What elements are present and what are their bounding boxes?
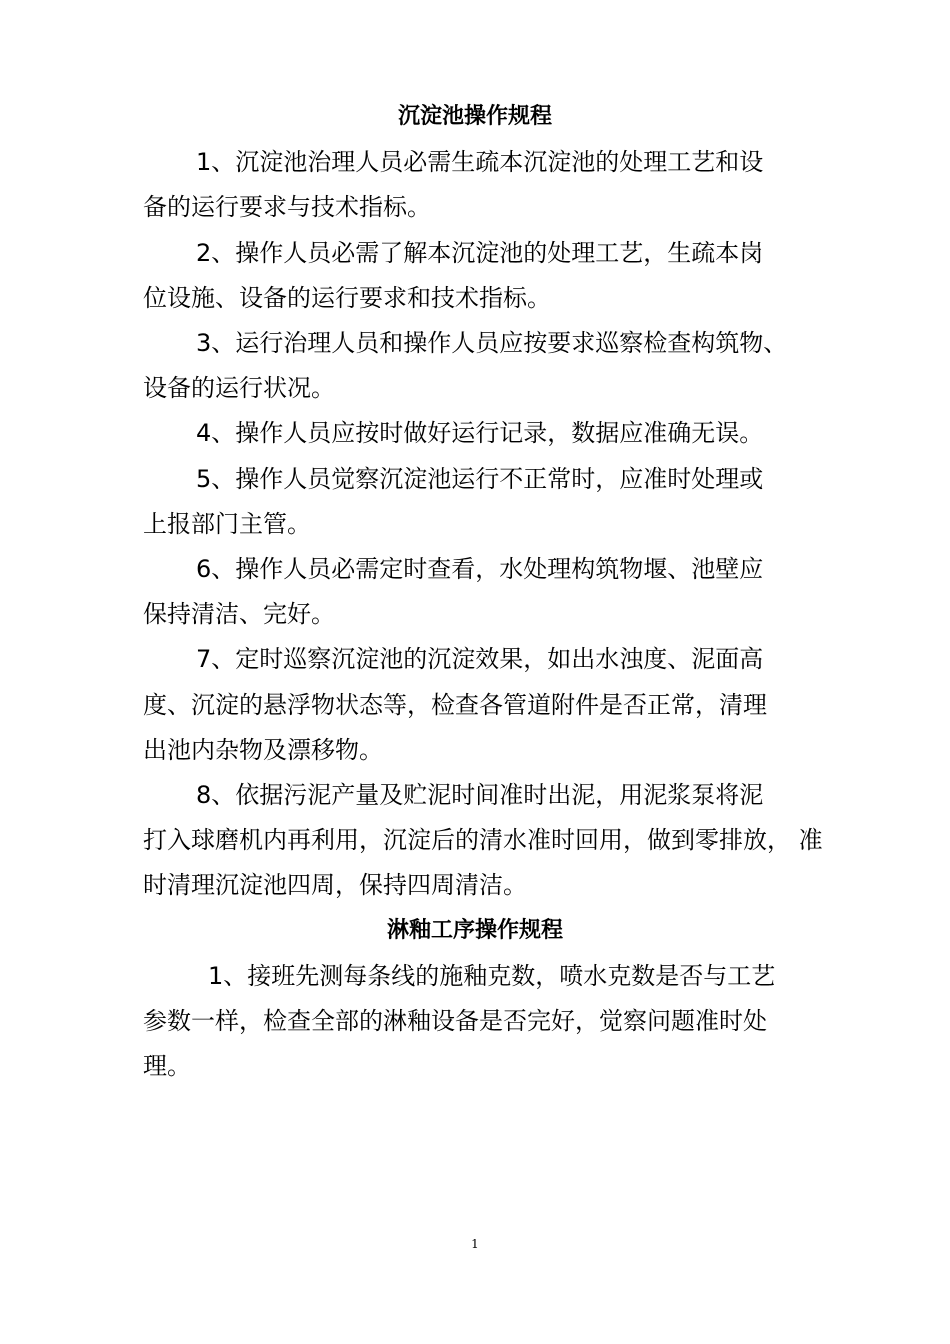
- paragraph-line: 3、运行治理人员和操作人员应按要求巡察检查构筑物、: [196, 329, 788, 357]
- paragraph-line: 5、操作人员觉察沉淀池运行不正常时，应准时处理或: [196, 465, 764, 493]
- paragraph-line: 位设施、设备的运行要求和技术指标。: [143, 284, 551, 312]
- paragraph-line: 理。: [143, 1052, 191, 1080]
- paragraph-line: 度、沉淀的悬浮物状态等，检查各管道附件是否正常，清理: [143, 691, 767, 719]
- paragraph-line: 8、依据污泥产量及贮泥时间准时出泥，用泥浆泵将泥: [196, 781, 764, 809]
- paragraph-line: 6、操作人员必需定时查看，水处理构筑物堰、池壁应: [196, 555, 764, 583]
- paragraph-line: 备的运行要求与技术指标。: [143, 193, 431, 221]
- paragraph-line: 1、接班先测每条线的施釉克数，喷水克数是否与工艺: [208, 962, 776, 990]
- paragraph-line: 出池内杂物及漂移物。: [143, 736, 383, 764]
- paragraph-line: 时清理沉淀池四周，保持四周清洁。: [143, 871, 527, 899]
- paragraph-line: 1、沉淀池治理人员必需生疏本沉淀池的处理工艺和设: [196, 148, 764, 176]
- paragraph-line: 4、操作人员应按时做好运行记录，数据应准确无误。: [196, 419, 764, 447]
- paragraph-line: 参数一样，检查全部的淋釉设备是否完好，觉察问题准时处: [143, 1007, 767, 1035]
- paragraph-line: 保持清洁、完好。: [143, 600, 335, 628]
- paragraph-line: 打入球磨机内再利用，沉淀后的清水准时回用，做到零排放， 准: [143, 826, 823, 854]
- paragraph-line: 2、操作人员必需了解本沉淀池的处理工艺，生疏本岗: [196, 239, 764, 267]
- paragraph-line: 上报部门主管。: [143, 510, 311, 538]
- paragraph-line: 7、定时巡察沉淀池的沉淀效果，如出水浊度、泥面高: [196, 645, 764, 673]
- section-title-glazing-process: 淋釉工序操作规程: [386, 917, 563, 943]
- section-title-sedimentation-tank: 沉淀池操作规程: [397, 103, 552, 129]
- page-number: 1: [471, 1237, 479, 1251]
- paragraph-line: 设备的运行状况。: [143, 374, 335, 402]
